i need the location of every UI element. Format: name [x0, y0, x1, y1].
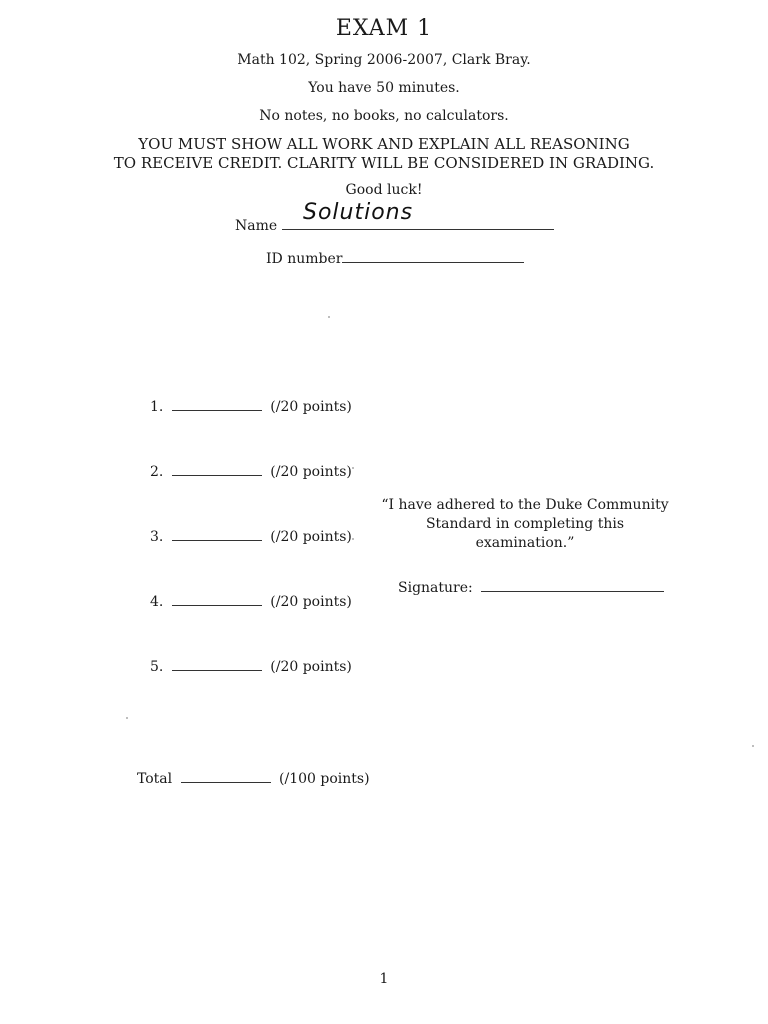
name-blank: [282, 229, 554, 230]
honor-pledge: [380, 496, 670, 553]
total-blank: [181, 782, 271, 783]
signature-field: [398, 580, 664, 596]
scan-speck: [352, 538, 354, 540]
signature-blank: [481, 591, 664, 592]
total-points: (/100 points): [279, 771, 370, 787]
scan-speck: [328, 316, 330, 318]
warning-line-1: YOU MUST SHOW ALL WORK AND EXPLAIN ALL REASONING: [138, 135, 630, 153]
question-points: (/20 points): [270, 399, 352, 415]
score-blank: [172, 410, 262, 411]
warning-line-2: TO RECEIVE CREDIT. CLARITY WILL BE CONSIDERED IN GRADING.: [113, 154, 655, 172]
question-points: (/20 points): [270, 464, 352, 480]
exam-rules: No notes, no books, no calculators.: [259, 108, 509, 124]
good-luck: Good luck!: [345, 182, 423, 198]
score-blank: [172, 475, 262, 476]
time-limit: You have 50 minutes.: [308, 80, 460, 96]
question-points: (/20 points): [270, 659, 352, 675]
question-number: 2.: [150, 464, 164, 480]
question-number: 3.: [150, 529, 164, 545]
question-number: 1.: [150, 399, 164, 415]
page-number: 1: [379, 971, 389, 987]
id-blank: [342, 262, 524, 263]
score-blank: [172, 670, 262, 671]
score-line-2: [150, 464, 352, 480]
score-line-3: [150, 529, 352, 545]
name-handwritten-value: Solutions: [303, 200, 414, 225]
score-blank: [172, 605, 262, 606]
pledge-line-3: examination.”: [475, 535, 575, 551]
name-label: Name: [235, 218, 278, 234]
pledge-line-2: Standard in completing this: [425, 516, 625, 532]
question-number: 4.: [150, 594, 164, 610]
signature-label: Signature:: [398, 580, 473, 596]
score-blank: [172, 540, 262, 541]
scan-speck: [352, 467, 354, 469]
total-label: Total: [137, 771, 173, 787]
pledge-line-1: “I have adhered to the Duke Community: [381, 497, 669, 513]
course-info: Math 102, Spring 2006-2007, Clark Bray.: [237, 52, 531, 68]
score-line-4: [150, 594, 352, 610]
score-line-1: [150, 399, 352, 415]
question-points: (/20 points): [270, 529, 352, 545]
scan-speck: [752, 745, 754, 747]
score-line-5: [150, 659, 352, 675]
scan-speck: [126, 717, 128, 719]
id-label: ID number: [266, 251, 343, 267]
question-number: 5.: [150, 659, 164, 675]
exam-title: EXAM 1: [335, 16, 433, 41]
id-field: [266, 251, 524, 267]
total-line: [137, 771, 370, 787]
question-points: (/20 points): [270, 594, 352, 610]
